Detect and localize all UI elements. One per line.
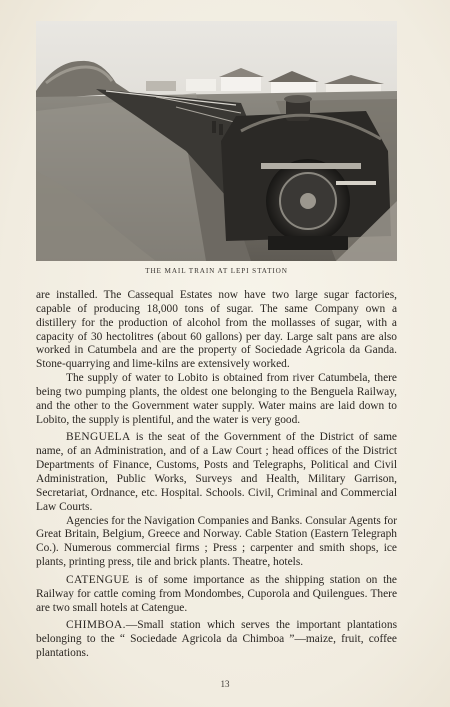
paragraph-sugar-industry xyxy=(36,289,397,372)
photo-caption: THE MAIL TRAIN AT LEPI STATION xyxy=(145,267,288,275)
paragraph-benguela xyxy=(36,431,397,514)
place-name-chimboa: CHIMBOA. xyxy=(66,619,126,632)
paragraph-text: is of some importance as the shipping station on the Railway for cattle coming from Mondombes, Cuporola and Quilengues. There are two small hotels at Catengue. xyxy=(36,573,397,614)
place-name-benguela: BENGUELA xyxy=(66,431,131,444)
place-name-catengue: CATENGUE xyxy=(66,573,130,586)
paragraph-text: —Small station which serves the important plantations belonging to the “ Sociedade Agricola da Chimboa ”—maize, fruit, coffee plantations. xyxy=(36,619,397,660)
paragraph-text: is the seat of the Government of the District of same name, of an Administration, and of a Law Court ; head offices of the District Departments of Finance, Customs, Posts and Telegraphs, Political and Civil Administration, Public Works, Surveys and Health, Military Garrison, Secretariat, Ordnance, etc. Hospital. Schools. Civil, Criminal and Commercial Law Courts. xyxy=(36,431,397,513)
paragraph-catengue xyxy=(36,574,397,616)
train-photo-illustration xyxy=(36,21,397,261)
paragraph-text: are installed. The Cassequal Estates now have two large sugar factories, capable of producing 18,000 tons of sugar. The same Company own a distillery for the production of alcohol from the mollasses of sugar, with a capacity of 30 hectolitres (about 60 gallons) per day. Large salt pans are also worked in Catumbela and are the property of Sociedade Agricola da Ganda. Stone-quarrying and lime-kilns are extensively worked. xyxy=(36,289,397,371)
page-number: 13 xyxy=(220,679,230,689)
paragraph-water-supply xyxy=(36,372,397,427)
paragraph-chimboa xyxy=(36,619,397,661)
paragraph-agencies xyxy=(36,515,397,570)
mail-train-photograph xyxy=(36,21,397,261)
paragraph-text: The supply of water to Lobito is obtained from river Catumbela, there being two pumping plants, the oldest one belonging to the Benguela Railway, and the other to the Government water supply. Water mains are laid down to Lobito, the supply is plentiful, and the water is very good. xyxy=(36,372,397,426)
paragraph-text: Agencies for the Navigation Companies and Banks. Consular Agents for Great Britain, Belgium, Greece and Norway. Cable Station (Eastern Telegraph Co.). Numerous commercial firms ; Press ; carpenter and smith shops, ice plants, printing press, tile and brick plants. Theatre, hotels. xyxy=(36,514,397,569)
body-text xyxy=(36,289,397,661)
